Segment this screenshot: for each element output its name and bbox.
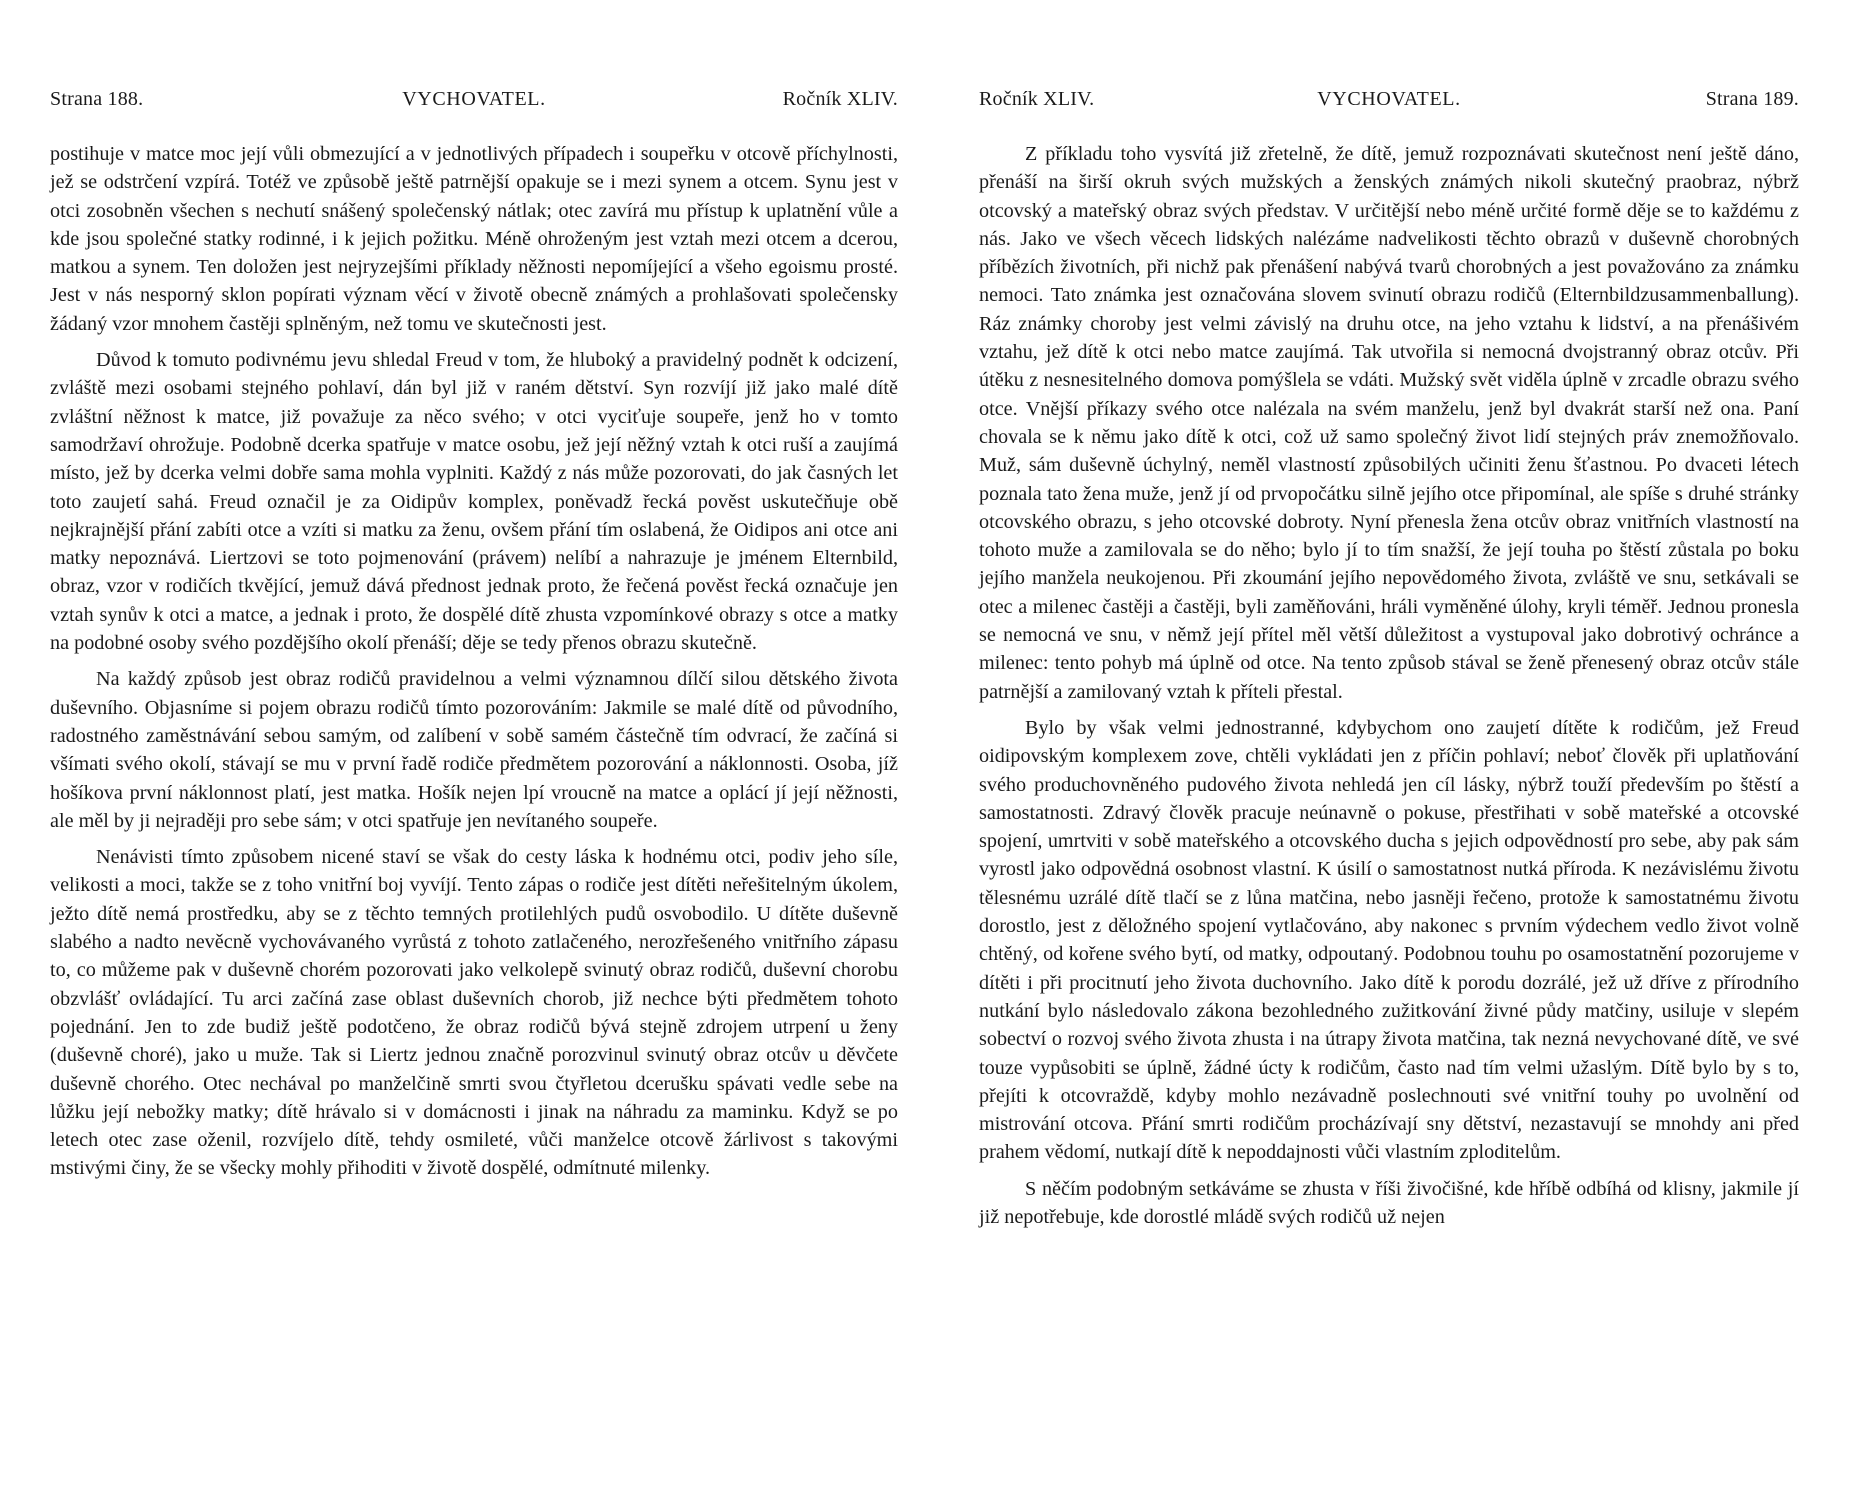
paragraph: Důvod k tomuto podivnému jevu shledal Freud v tom, že hluboký a pravidelný podnět k odcizení, zvláště mezi osobami stejného pohlaví, dán byl již v raném dětství. Syn rozvíjí již jako malé dítě zvláštní něžnost k matce, již považuje za něco svého; v otci vyciťuje soupeře, jenž ho v tomto samodržaví ohrožuje. Podobně dcerka spatřuje v matce osobu, jež její něžný vztah k otci ruší a zaujímá místo, jež by dcerka velmi dobře sama mohla vyplniti. Každý z nás může pozorovati, do jak časných let toto zaujetí sahá. Freud označil je za Oidipův komplex, poněvadž řecká pověst uskutečňuje obě nejkrajnější přání zabíti otce a vzíti si matku za ženu, ovšem přání tím oslabená, že Oidipos ani otce ani matky nepoznává. Liertzovi se toto pojmenování (právem) nelíbí a nahrazuje je jménem Elternbild, obraz, vzor v rodičích tkvějící, jemuž dává přednost jednak proto, že řečená pověst řecká označuje jen vztah synův k otci a matce, a jednak i proto, že dospělé dítě zhusta vzpomínkové obrazy s otce a matky na podobné osoby svého pozdějšího okolí přenáší; děje se tedy přenos obrazu skutečně. <box>50 349 898 655</box>
journal-title: VYCHOVATEL. <box>1317 88 1461 110</box>
volume-label: Ročník XLIV. <box>782 88 898 110</box>
page-number: Strana 189. <box>1705 88 1799 110</box>
journal-title: VYCHOVATEL. <box>402 88 546 110</box>
paragraph: S něčím podobným setkáváme se zhusta v říši živočišné, kde hříbě odbíhá od klisny, jakmile jí již nepotřebuje, kde dorostlé mládě svých rodičů už nejen <box>979 1177 1799 1228</box>
right-page <box>929 0 1858 1500</box>
paragraph: Nenávisti tímto způsobem nicené staví se však do cesty láska k hodnému otci, podiv jeho síle, velikosti a moci, takže se z toho vnitřní boj vyvíjí. Tento zápas o rodiče jest dítěti neřešitelným úkolem, ježto dítě nemá prostředku, aby se z těchto temných protilehlých pudů osvobodilo. U dítěte duševně slabého a nadto nevěcně vychovávaného vyrůstá z tohoto zatlačeného, nerozřešeného vnitřního zápasu to, co můžeme pak v duševně chorém pozorovati jako velkolepě svinutý obraz rodičů, duševní chorobu obzvlášť ovládající. Tu arci začíná zase oblast duševních chorob, již nechce býti předmětem tohoto pojednání. Jen to zde budiž ještě podotčeno, že obraz rodičů bývá stejně zdrojem utrpení u ženy (duševně choré), jako u muže. Tak si Liertz jednou značně porozvinul svinutý obraz otcův u děvčete duševně chorého. Otec nechával po manželčině smrti svou čtyřletou dcerušku spávati vedle sebe na lůžku její nebožky matky; dítě hrávalo si v domácnosti i jinak na náhradu za maminku. Když se po letech otec zase oženil, rozvíjelo dítě, tehdy osmileté, vůči manželce otcově žárlivost s takovými mstivými činy, že se všecky mohly přihoditi v životě dospělé, odmítnuté milenky. <box>50 846 898 1180</box>
paragraph: Z příkladu toho vysvítá již zřetelně, že dítě, jemuž rozpoznávati skutečnost není ještě dáno, přenáší na širší okruh svých mužských a ženských známých nikoli skutečný praobraz, nýbrž otcovský a mateřský obraz svých představ. V určitější nebo méně určité formě děje se to každému z nás. Jako ve všech věcech lidských nalézáme nadvelikosti těchto obrazů v duševně chorobných příbězích životních, při nichž pak přenášení nabývá tvarů chorobných a jest považováno za známku nemoci. Tato známka jest označována slovem svinutí obrazu rodičů (Elternbildzusammenballung). Ráz známky choroby jest velmi závislý na druhu otce, na jeho vztahu k lidství, a na přenášivém vztahu, jež dítě k otci nebo matce zaujímá. Tak utvořila si nemocná dvojstranný obraz otcův. Při útěku z nesnesitelného domova pomýšlela se vdáti. Mužský svět viděla úplně v zrcadle obrazu svého otce. Vnější příkazy svého otce nalézala na svém manželu, jenž byl dvakrát starší než ona. Paní chovala se k němu jako dítě k otci, což už samo společný život lidí stejných práv znemožňovalo. Muž, sám duševně úchylný, neměl vlastností způsobilých učiniti ženu šťastnou. Po dvaceti létech poznala tato žena muže, jenž jí od prvopočátku silně jejího otce připomínal, ale spíše s druhé stránky otcovského obrazu, s jeho otcovské dobroty. Nyní přenesla žena otcův obraz vnitřních vlastností na tohoto muže a zamilovala se do něho; bylo jí to tím snažší, že její touha po štěstí zůstala po boku jejího manžela neukojenou. Při zkoumání jejího nepovědomého života, zvláště ve snu, setkávali se otec a milenec častěji a častěji, byli zaměňováni, hráli vyměněné úlohy, kryli téměř. Jednou pronesla se nemocná ve snu, v němž její přítel měl větší důležitost a vystupoval jako dobrotivý ochránce a milenec: tento pohyb má úplně od otce. Na tento způsob stával se ženě přenesený obraz otcův stále patrnější a zamilovaný vztah k příteli přestal. <box>979 143 1799 703</box>
volume-label: Ročník XLIV. <box>979 88 1095 110</box>
right-running-head <box>979 84 1799 114</box>
paragraph: Bylo by však velmi jednostranné, kdybychom ono zaujetí dítěte k rodičům, jež Freud oidipovským komplexem zove, chtěli vykládati jen z příčin pohlaví; neboť člověk při uplatňování svého produchovněného pudového života nehledá jen cíl lásky, nýbrž touží především po štěstí a samostatnosti. Zdravý člověk pracuje neúnavně o pokuse, přestřihati v sobě mateřské a otcovské spojení, umrtviti v sobě mateřského a otcovského ducha s jejich odpovědností pro sebe, aby pak sám vyrostl jako odpovědná osobnost vlastní. K úsilí o samostatnost nutká příroda. K nezávislému životu tělesnému uzrálé dítě tlačí se z lůna matčina, nebo jasněji řečeno, protože k samostatnému životu dorostlo, jest z děložného spojení vytlačováno, aby nakonec s prvním výdechem vedlo život volně chtěný, od kořene svého bytí, od matky, odpoutaný. Podobnou touhu po osamostatnění pozorujeme v dítěti i při procitnutí jeho života duchovního. Jako dítě k porodu dozrálé, jež už dříve z přírodního nutkání bylo následovalo zákona bezohledného zužitkování živné půdy matčiny, usiluje v slepém sobectví o rozvoj svého života zhusta i na útrapy života matčina, tak nezná nevychované dítě, ve své touze vypůsobiti se úplně, žádné úcty k rodičům, často nad tím velmi užaslým. Dítě bylo by s to, přejíti k otcovraždě, kdyby mohlo nezávadně poslechnouti své vnitřní touhy po uvolnění od mistrování otcova. Přání smrti rodičům procházívají sny dětství, nezastavují se mnohdy ani před prahem vědomí, nutkají dítě k nepoddajnosti vůči vlastním zploditelům. <box>979 716 1799 1164</box>
page-number: Strana 188. <box>50 88 144 110</box>
left-running-head <box>50 84 898 114</box>
paragraph: postihuje v matce moc její vůli obmezující a v jednotlivých případech i soupeřku v otcově příchylnosti, jež se odstrčení vzpírá. Totéž ve způsobě ještě patrnější opakuje se i mezi synem a otcem. Synu jest v otci zosobněn všechen s nechutí snášený společenský nátlak; otec zavírá mu přístup k uplatnění vůle a kde jsou společné statky rodinné, i k jejich požitku. Méně ohroženým jest vztah mezi otcem a dcerou, matkou a synem. Ten doložen jest nejryzejšími příklady něžnosti nepomíjející a všeho egoismu prosté. Jest v nás nesporný sklon popírati význam věcí v životě obecně známých a prohlašovati společensky žádaný vzor mnohem častěji splněným, než tomu ve skutečnosti jest. <box>50 143 898 335</box>
left-text-column <box>50 140 898 1191</box>
paragraph: Na každý způsob jest obraz rodičů pravidelnou a velmi významnou dílčí silou dětského života duševního. Objasníme si pojem obrazu rodičů tímto pozorováním: Jakmile se malé dítě od původního, radostného zaměstnávání sebou samým, od zalíbení v sobě samém částečně tím odvrací, že začíná si všímati svého okolí, stávají se mu v první řadě rodiče předmětem pozorování a náklonnosti. Osoba, jíž hošíkova první náklonnost platí, jest matka. Hošík nejen lpí vroucně na matce a oplácí jí její něžnosti, ale měl by ji nejraději pro sebe sám; v otci spatřuje jen nevítaného soupeře. <box>50 668 898 832</box>
right-text-column <box>979 140 1799 1239</box>
